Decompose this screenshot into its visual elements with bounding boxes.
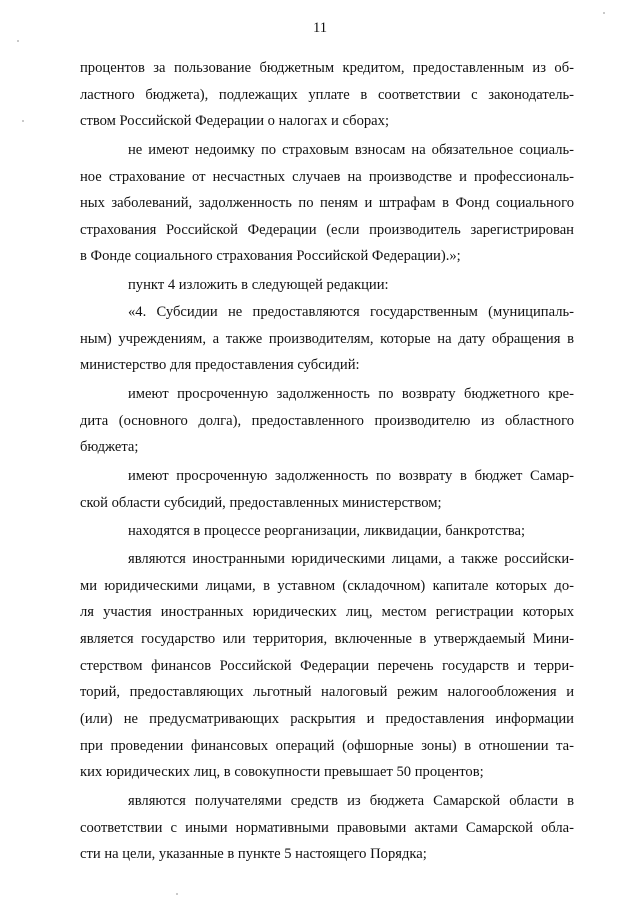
- scan-speck: [22, 120, 24, 122]
- text-line: (или) не предусматривающих раскрытия и предоставления информации: [80, 711, 574, 727]
- paragraph-first-line: пункт 4 изложить в следующей редакции:: [128, 277, 389, 293]
- text-line: ное страхование от несчастных случаев на производстве и профессиональ-: [80, 169, 574, 185]
- paragraph-first-line: имеют просроченную задолженность по возврату в бюджет Самар-: [128, 468, 574, 484]
- text-line: ных заболеваний, задолженность по пеням и штрафам в Фонд социального: [80, 195, 574, 211]
- paragraph-first-line: являются иностранными юридическими лицами, а также российски-: [128, 551, 574, 567]
- text-line: ми юридическими лицами, в уставном (складочном) капитале которых до-: [80, 578, 574, 594]
- scan-speck: [17, 40, 19, 42]
- text-line: ких юридических лиц, в совокупности превышает 50 процентов;: [80, 764, 484, 780]
- paragraph-first-line: не имеют недоимку по страховым взносам на обязательное социаль-: [128, 142, 574, 158]
- text-line: торий, предоставляющих льготный налоговый режим налогообложения и: [80, 684, 574, 700]
- text-line: страхования Российской Федерации (если производитель зарегистрирован: [80, 222, 574, 238]
- text-line: министерство для предоставления субсидий:: [80, 357, 360, 373]
- text-line: ным) учреждениям, а также производителям, которые на дату обращения в: [80, 331, 574, 347]
- text-line: в Фонде социального страхования Российской Федерации).»;: [80, 248, 461, 264]
- text-line: соответствии с иными нормативными правовыми актами Самарской обла-: [80, 820, 574, 836]
- paragraph-first-line: имеют просроченную задолженность по возврату бюджетного кре-: [128, 386, 574, 402]
- text-line: ластного бюджета), подлежащих уплате в соответствии с законодатель-: [80, 87, 574, 103]
- text-line: сти на цели, указанные в пункте 5 настоящего Порядка;: [80, 846, 427, 862]
- text-line: стерством финансов Российской Федерации перечень государств и терри-: [80, 658, 574, 674]
- text-line: процентов за пользование бюджетным кредитом, предоставленным из об-: [80, 60, 574, 76]
- text-line: ством Российской Федерации о налогах и сборах;: [80, 113, 389, 129]
- text-line: при проведении финансовых операций (офшорные зоны) в отношении та-: [80, 738, 574, 754]
- scan-speck: [603, 12, 605, 14]
- scan-speck: [176, 893, 178, 895]
- text-line: дита (основного долга), предоставленного производителю из областного: [80, 413, 574, 429]
- paragraph-first-line: «4. Субсидии не предоставляются государственным (муниципаль-: [128, 304, 574, 320]
- text-line: бюджета;: [80, 439, 139, 455]
- page-number: 11: [312, 20, 328, 36]
- paragraph-first-line: находятся в процессе реорганизации, ликвидации, банкротства;: [128, 523, 526, 539]
- text-line: ской области субсидий, предоставленных министерством;: [80, 495, 442, 511]
- text-line: является государство или территория, включенные в утверждаемый Мини-: [80, 631, 574, 647]
- text-line: ля участия иностранных юридических лиц, местом регистрации которых: [80, 604, 574, 620]
- paragraph-first-line: являются получателями средств из бюджета Самарской области в: [128, 793, 574, 809]
